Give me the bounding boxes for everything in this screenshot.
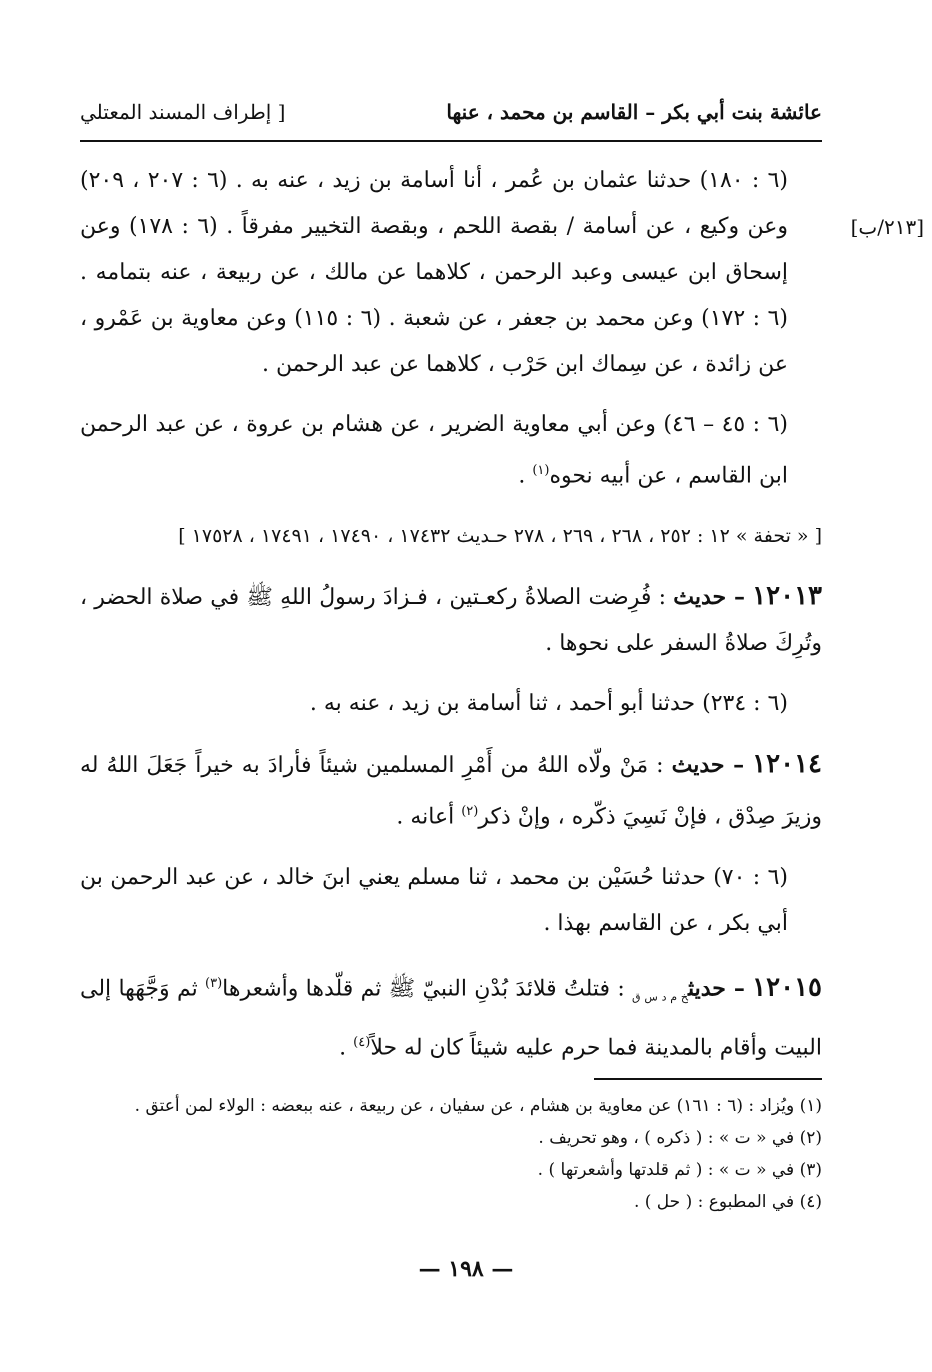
tuhfa-text: [ « تحفة » ١٢ : ٢٥٢ ، ٢٦٨ ، ٢٦٩ ، ٢٧٨ حـديث ١٧٤٣٢ ، ١٧٤٩٠ ، ١٧٤٩١ ، ١٧٥٢٨ ] <box>178 525 822 548</box>
hadith-text: : فُرِضت الصلاةُ ركعـتين ، فـزادَ رسولُ اللهِ ﷺ في صلاة الحضر ، وتُرِكَ صلاةُ السفر على نحوها . <box>80 585 822 657</box>
footnote-1: (١) ويُزاد : (٦ : ١٦١) عن معاوية بن هشام ، عن سفيان ، عن ربيعة ، عنه ببعضه : الولاء لمن أعتق . <box>134 1096 822 1116</box>
paragraph-end: . <box>518 463 533 489</box>
hadith-12013-chain <box>80 681 822 727</box>
hadith-12015: ١٢٠١٥ – حديث$_{خ م د س ق}$ : فتلتُ قلائدَ بُدْنِ النبيّ ﷺ ثم قلّدها وأشعرها$^{(٣)}$ ثم وَجَّهَها إلى البيت وأقام بالمدينة فما حرم عليه شيئاً كان له حلاً$^{(٤)}$ . <box>80 971 822 1061</box>
hadith-number: ١٢٠١٤ <box>752 749 822 780</box>
hadith-sigla: خ م د س ق <box>632 990 688 1004</box>
hadith-text: : فتلتُ قلائدَ بُدْنِ النبيّ ﷺ ثم قلّدها وأشعرها <box>222 975 633 1001</box>
header-rule <box>80 140 822 142</box>
tuhfa-reference <box>80 513 822 559</box>
hadith-text-end: أعانه . <box>396 804 462 830</box>
hadith-label: حديث <box>687 974 726 1001</box>
paragraph-chain-2 <box>80 402 822 499</box>
paragraph-chain-1 <box>80 158 924 388</box>
hadith-text-end: . <box>339 1035 354 1061</box>
footnote-ref: (٣) <box>205 975 223 991</box>
footnote-rule <box>594 1078 822 1080</box>
hadith-text: : مَنْ ولّاه اللهُ من أَمْرِ المسلمين شيئاً فأرادَ به خيراً جَعَلَ اللهُ له وزيرَ صِدْق ، فإنْ نَسِيَ ذكّره ، وإنْ ذكر <box>80 753 822 830</box>
footnote-3: (٣) في « ت » : ( ثم قلدتها وأشعرتها ) . <box>537 1160 822 1180</box>
hadith-number: ١٢٠١٥ <box>752 971 822 1002</box>
footnotes <box>80 1090 822 1218</box>
hadith-label: حديث <box>673 584 727 611</box>
chain-text: (٦ : ٧٠) حدثنا حُسَيْن بن محمد ، ثنا مسلم يعني ابنَ خالد ، عن عبد الرحمن بن أبي بكر ، عن القاسم بهذا . <box>80 864 788 936</box>
hadith-label: حديث <box>671 752 725 779</box>
header-book-title: [ إطراف المسند المعتلي <box>80 100 286 124</box>
main-text <box>80 158 924 1086</box>
header-title: عائشة بنت أبي بكر – القاسم بن محمد ، عنها <box>446 100 822 124</box>
hadith-12013: ١٢٠١٣ – حديث : فُرِضت الصلاةُ ركعـتين ، فـزادَ رسولُ اللهِ ﷺ في صلاة الحضر ، وتُرِكَ صلاةُ السفر على نحوها . <box>80 581 822 657</box>
chain-text: (٦ : ٢٣٤) حدثنا أبو أحمد ، ثنا أسامة بن زيد ، عنه به . <box>309 691 788 717</box>
footnote-ref: (٢) <box>461 804 479 820</box>
hadith-text-mid: ثم وَجَّهَها إلى البيت وأقام بالمدينة فما حرم عليه شيئاً كان له حلاً <box>80 975 822 1061</box>
page-number: — ١٩٨ — <box>418 1256 514 1282</box>
footnote-2: (٢) في « ت » : ( ذكره ) ، وهو تحريف . <box>538 1128 822 1148</box>
hadith-12014: ١٢٠١٤ – حديث : مَنْ ولّاه اللهُ من أَمْرِ المسلمين شيئاً فأرادَ به خيراً جَعَلَ اللهُ له وزيرَ صِدْق ، فإنْ نَسِيَ ذكّره ، وإنْ ذكر$^{(٢)}$ أعانه . <box>80 749 822 830</box>
hadith-12014-chain <box>80 855 822 947</box>
margin-reference: [٢١٣/ب] <box>850 215 924 239</box>
footnote-ref: (١) <box>532 463 550 478</box>
hadith-number: ١٢٠١٣ <box>752 581 822 612</box>
paragraph-text: (٦ : ٤٥ – ٤٦) وعن أبي معاوية الضرير ، عن هشام بن عروة ، عن عبد الرحمن ابن القاسم ، عن أبيه نحوه <box>80 412 788 489</box>
footnote-ref: (٤) <box>353 1035 371 1051</box>
footnote-4: (٤) في المطبوع : ( حل ) . <box>633 1192 822 1212</box>
paragraph-text: (٦ : ١٨٠) حدثنا عثمان بن عُمر ، أنا أسامة بن زيد ، عنه به . (٦ : ٢٠٧ ، ٢٠٩) وعن وكيع ، عن أسامة / بقصة اللحم ، وبقصة التخيير مفرقاً . (٦ : ١٧٨) وعن إسحاق ابن عيسى وعبد الرحمن ، كلاهما عن مالك ، عن ربيعة ، عنه بتمامه . (٦ : ١٧٢) وعن محمد بن جعفر ، عن شعبة . (٦ : ١١٥) وعن معاوية بن عَمْرو ، عن زائدة ، عن سِماك ابن حَرْب ، كلاهما عن عبد الرحمن . <box>80 168 789 377</box>
running-header <box>80 100 822 140</box>
